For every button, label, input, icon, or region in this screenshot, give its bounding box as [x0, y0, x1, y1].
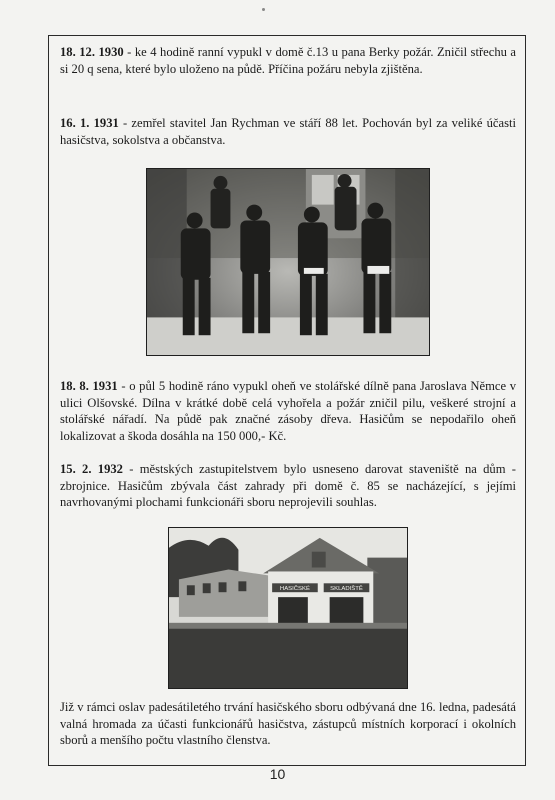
entry-1930-12-18: [60, 44, 516, 77]
page-number: 10: [269, 766, 286, 782]
entry-date: 18. 12. 1930: [60, 45, 124, 59]
entry-1932-02-15: [60, 461, 516, 511]
entry-1931-01-16: [60, 115, 516, 148]
entry-1931-08-18: [60, 378, 516, 444]
entry-date: 18. 8. 1931: [60, 379, 118, 393]
entry-text: - o půl 5 hodině ráno vypukl oheň ve stolářské dílně pana Jaroslava Němce v ulici Olšovské. Dílna v krátké době celá vyhořela a požár zničil pilu, veškeré strojní a stolářské nářadí. Na půdě pak značné zásoby dřeva. Hasičům se nepodařilo oheň lokalizovat a škoda dosáhla na 150 000,- Kč.: [60, 379, 517, 443]
entry-text: - zemřel stavitel Jan Rychman ve stáří 88 let. Pochován byl za veliké účasti hasičstva, sokolstva a občanstva.: [60, 116, 517, 147]
entry-date: 15. 2. 1932: [60, 462, 123, 476]
station-sign-left: HASIČSKÉ: [279, 586, 310, 593]
fire-station-image: [169, 528, 407, 688]
firefighters-group-image: [147, 169, 429, 355]
closing-paragraph: Již v rámci oslav padesátiletého trvání hasičského sboru odbývaná dne 16. ledna, padesátá valná hromada za účasti funkcionářů hasičstva, zástupců místních korporací i okolních sborů a menšího počtu vlastního členstva.: [60, 700, 516, 747]
scan-speck: [262, 8, 265, 11]
station-sign-right: SKLADIŠTĚ: [330, 586, 363, 593]
photo-firefighters-group: [146, 168, 430, 356]
entry-text: - městských zastupitelstvem bylo usneseno darovat staveniště na dům - zbrojnice. Hasičům zbývala část zahrady při domě č. 85 se nacházející, s jejími navrhovanými plochami funkcionáři sboru neprojevili souhlas.: [60, 462, 516, 509]
entry-text: - ke 4 hodině ranní vypukl v domě č.13 u pana Berky požár. Zničil střechu a si 20 q sena, které bylo uloženo na půdě. Příčina požáru nebyla zjištěna.: [60, 45, 517, 76]
photo-fire-station: [168, 527, 408, 689]
entry-date: 16. 1. 1931: [60, 116, 119, 130]
